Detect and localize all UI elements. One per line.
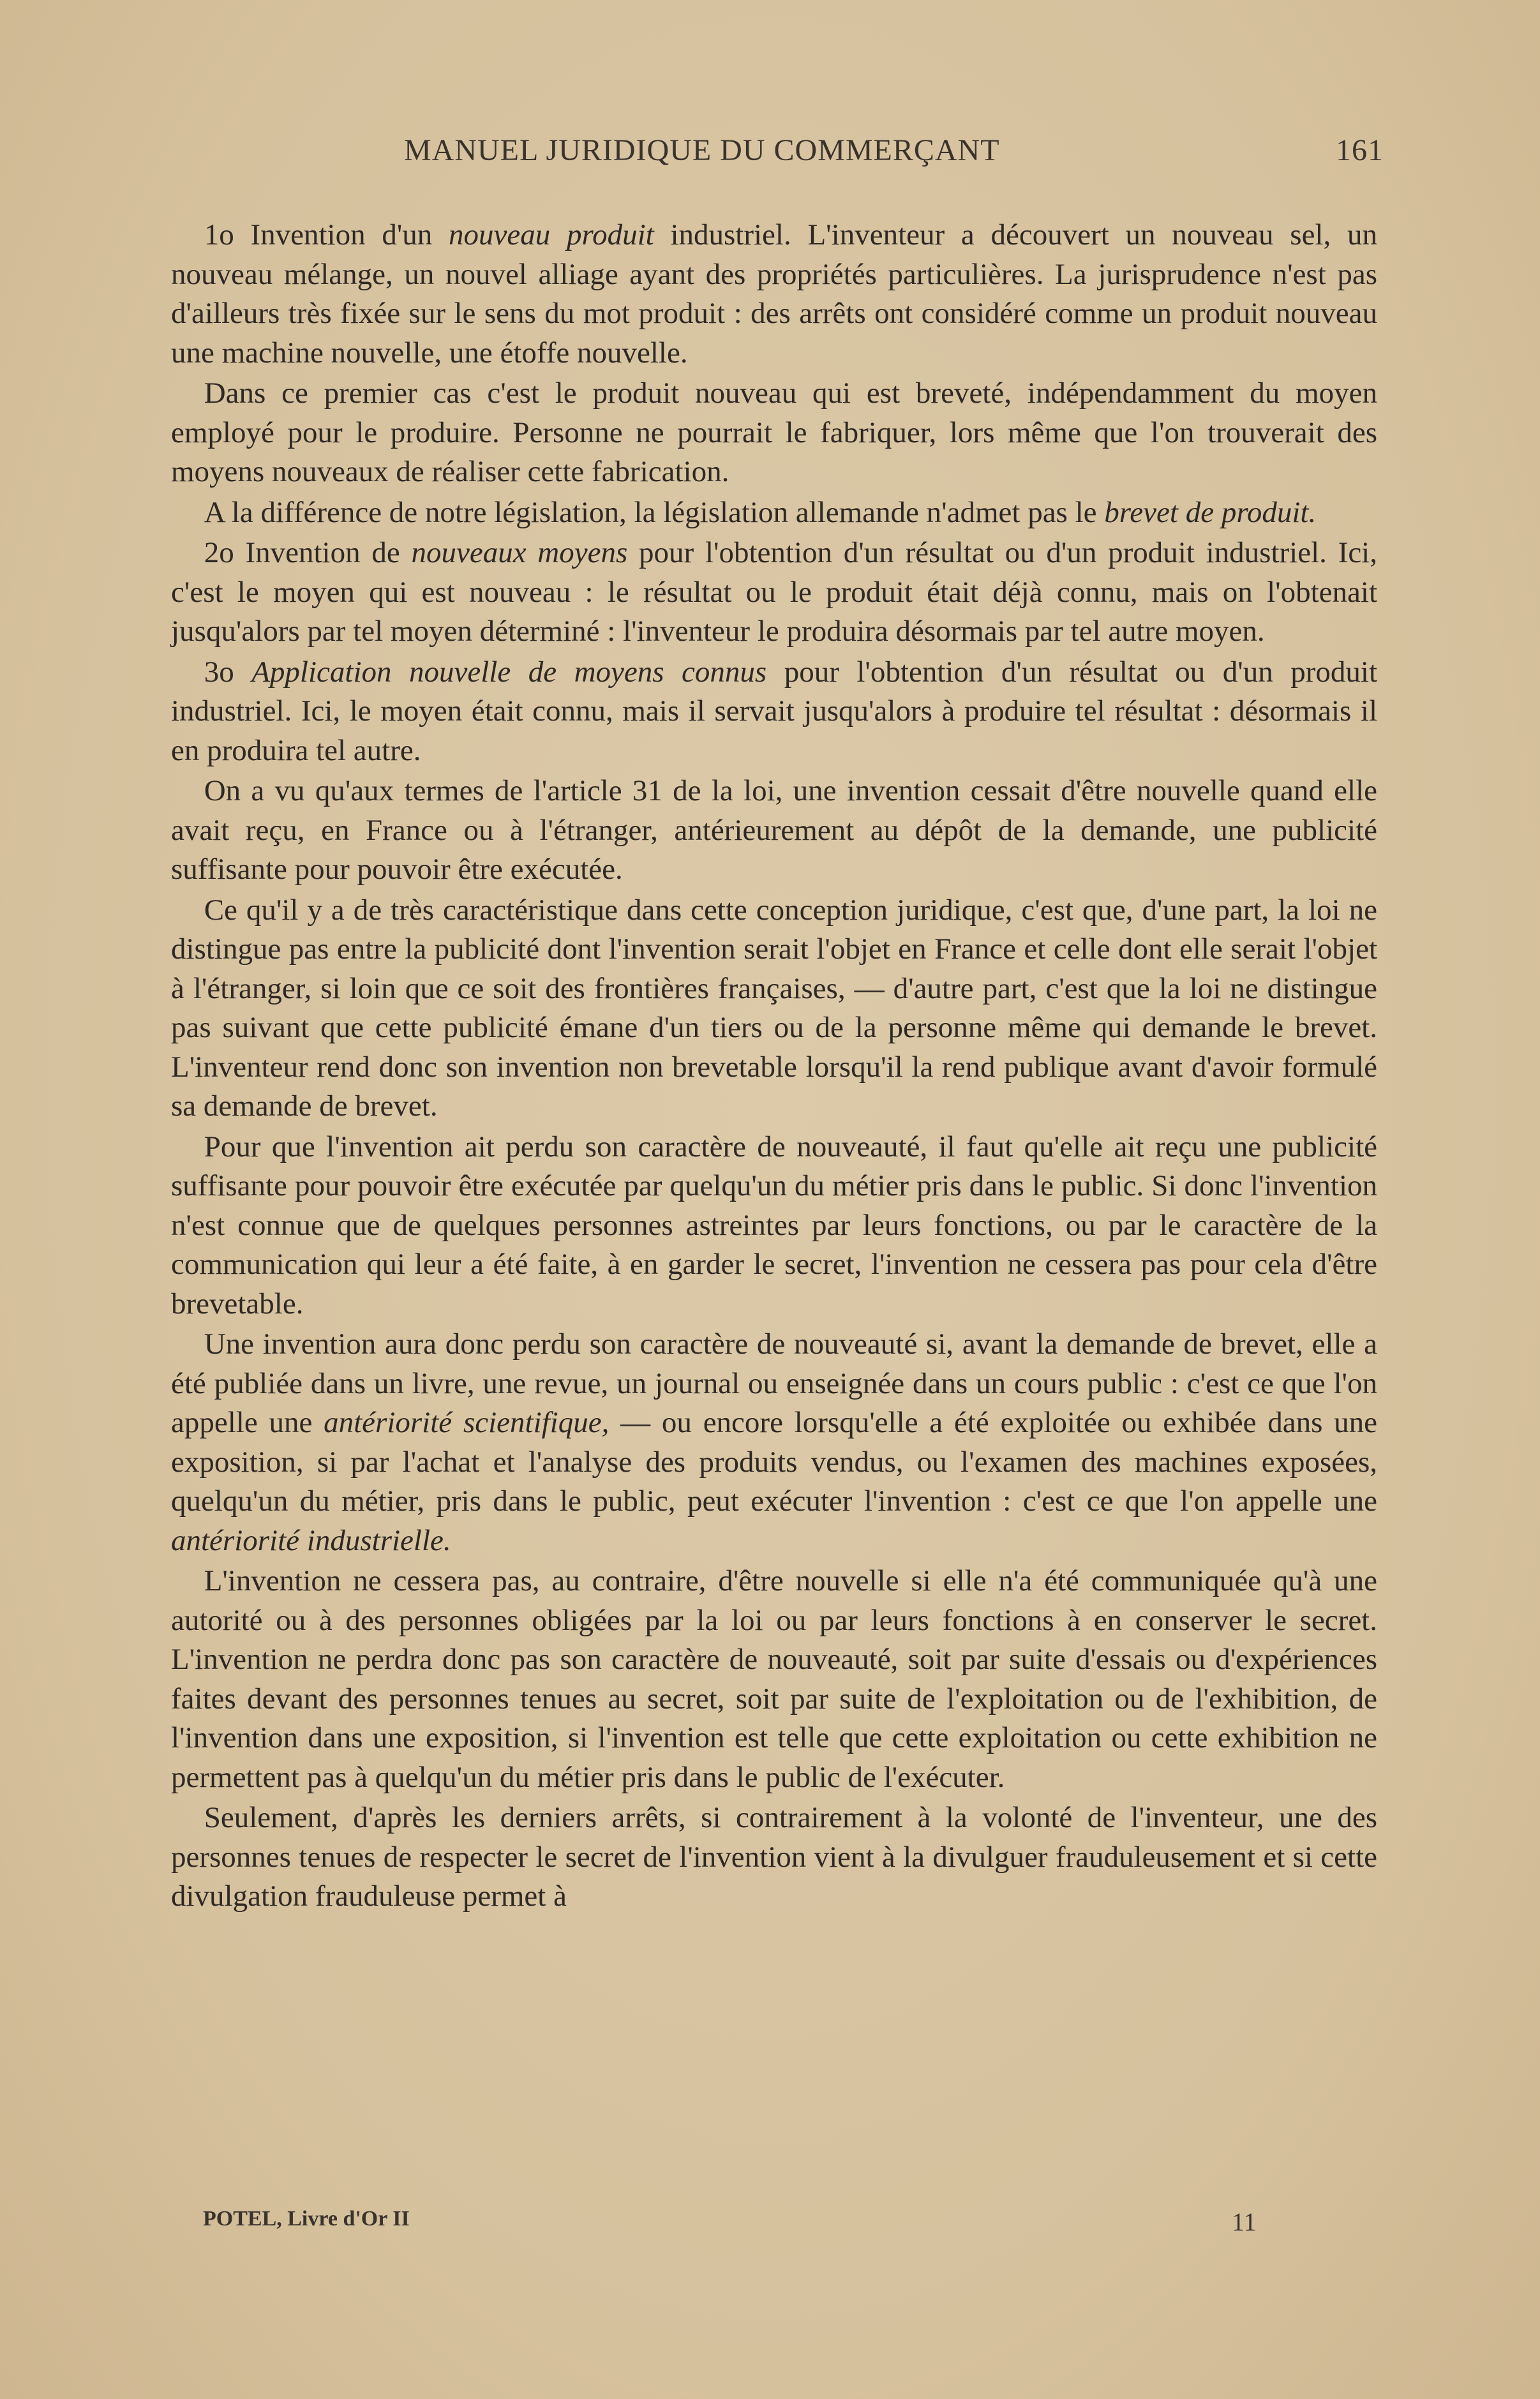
page-number: 161	[1336, 133, 1384, 167]
text-run: On a vu qu'aux termes de l'article 31 de la loi, une invention cessait d'être nouvelle quand elle avait reçu, en France ou à l'étranger, antérieurement au dépôt de la demande, une publicité suffisante pour pouvoir être exécutée.	[171, 774, 1377, 886]
italic-phrase: Application nouvelle de moyens connus	[251, 655, 767, 689]
text-run: Dans ce premier cas c'est le produit nouveau qui est breveté, indépendamment du moyen employé pour le produire. Personne ne pourrait le fabriquer, lors même que l'on trouverait des moyens nouveaux de réaliser cette fabrication.	[171, 377, 1377, 488]
text-run: — ou encore lorsqu'elle a été exploitée ou exhibée dans une exposition, si par l'achat et l'analyse des produits vendus, ou l'examen des machines exposées, quelqu'un du métier, pris dans le public, peut exécuter l'invention : c'est ce que l'on appelle une	[171, 1406, 1378, 1518]
paragraph	[171, 216, 1377, 373]
paragraph	[171, 1798, 1377, 1917]
paragraph	[171, 1562, 1377, 1797]
paragraph	[171, 1325, 1377, 1560]
text-run: 1o Invention d'un	[204, 218, 449, 251]
italic-phrase: nouveaux moyens	[411, 536, 628, 569]
paragraph	[171, 653, 1377, 771]
italic-phrase: nouveau produit	[449, 218, 654, 251]
italic-phrase: antériorité scientifique,	[324, 1406, 609, 1439]
italic-phrase: antériorité industrielle.	[171, 1523, 451, 1557]
paragraph	[171, 772, 1377, 890]
paragraph	[171, 891, 1377, 1126]
text-run: Pour que l'invention ait perdu son caractère de nouveauté, il faut qu'elle ait reçu une publicité suffisante pour pouvoir être exécutée par quelqu'un du métier pris dans le public. Si donc l'invention n'est connue que de quelques personnes astreintes par leurs fonctions, ou par le caractère de la communication qui leur a été faite, à en garder le secret, l'invention ne cessera pas pour cela d'être brevetable.	[171, 1130, 1377, 1320]
text-run: A la différence de notre législation, la législation allemande n'admet pas le	[204, 495, 1105, 529]
text-run: L'invention ne cessera pas, au contraire, d'être nouvelle si elle n'a été communiquée qu'à une autorité ou à des personnes obligées par la loi ou par leurs fonctions à en conserver le secret. L'invention ne perdra donc pas son caractère de nouveauté, soit par suite d'essais ou d'expériences faites devant des personnes tenues au secret, soit par suite de l'exploitation ou de l'exhibition, de l'invention dans une exposition, si l'invention est telle que cette exploitation ou cette exhibition ne permettent pas à quelqu'un du métier pris dans le public de l'exécuter.	[171, 1564, 1377, 1794]
signature-label: POTEL, Livre d'Or II	[203, 2207, 410, 2231]
running-title: MANUEL JURIDIQUE DU COMMERÇANT	[404, 133, 1000, 167]
page-header	[171, 133, 1384, 177]
page-footer	[203, 2207, 1275, 2236]
body-text	[171, 216, 1377, 1917]
signature-number: 11	[1232, 2208, 1257, 2236]
text-run: industriel. L'inventeur a découvert un nouveau sel, un nouveau mélange, un nouvel alliage ayant des propriétés particulières. La jurisprudence n'est pas d'ailleurs très fixée sur le sens du mot produit : des arrêts ont considéré comme un produit nouveau une machine nouvelle, une étoffe nouvelle.	[171, 218, 1377, 370]
paragraph	[171, 1128, 1377, 1324]
text-run: Seulement, d'après les derniers arrêts, si contrairement à la volonté de l'inventeur, une des personnes tenues de respecter le secret de l'invention vient à la divulguer frauduleusement et si cette divulgation frauduleuse permet à	[171, 1801, 1377, 1913]
paragraph	[171, 493, 1377, 533]
text-run: Une invention aura donc perdu son caractère de nouveauté si, avant la demande de brevet, elle a été publiée dans un livre, une revue, un journal ou enseignée dans un cours public : c'est ce que l'on appelle une	[171, 1327, 1377, 1439]
paragraph	[171, 374, 1377, 492]
paragraph	[171, 534, 1377, 652]
text-run: Ce qu'il y a de très caractéristique dans cette conception juridique, c'est que, d'une part, la loi ne distingue pas entre la publicité dont l'invention serait l'objet en France et celle dont elle serait l'objet à l'étranger, si loin que ce soit des frontières françaises, — d'autre part, c'est que la loi ne distingue pas suivant que cette publicité émane d'un tiers ou de la personne même qui demande le brevet. L'inventeur rend donc son invention non brevetable lorsqu'il la rend publique avant d'avoir formulé sa demande de brevet.	[171, 893, 1377, 1123]
text-run: pour l'obtention d'un résultat ou d'un produit industriel. Ici, c'est le moyen qui est nouveau : le résultat ou le produit était déjà connu, mais on l'obtenait jusqu'alors par tel moyen déterminé : l'inventeur le produira désormais par tel autre moyen.	[171, 536, 1377, 648]
italic-phrase: brevet de produit.	[1104, 495, 1317, 529]
text-run: 3o	[204, 655, 252, 689]
text-run: pour l'obtention d'un résultat ou d'un produit industriel. Ici, le moyen était connu, mais il servait jusqu'alors à produire tel résultat : désormais il en produira tel autre.	[171, 655, 1378, 767]
text-run: 2o Invention de	[204, 536, 412, 569]
